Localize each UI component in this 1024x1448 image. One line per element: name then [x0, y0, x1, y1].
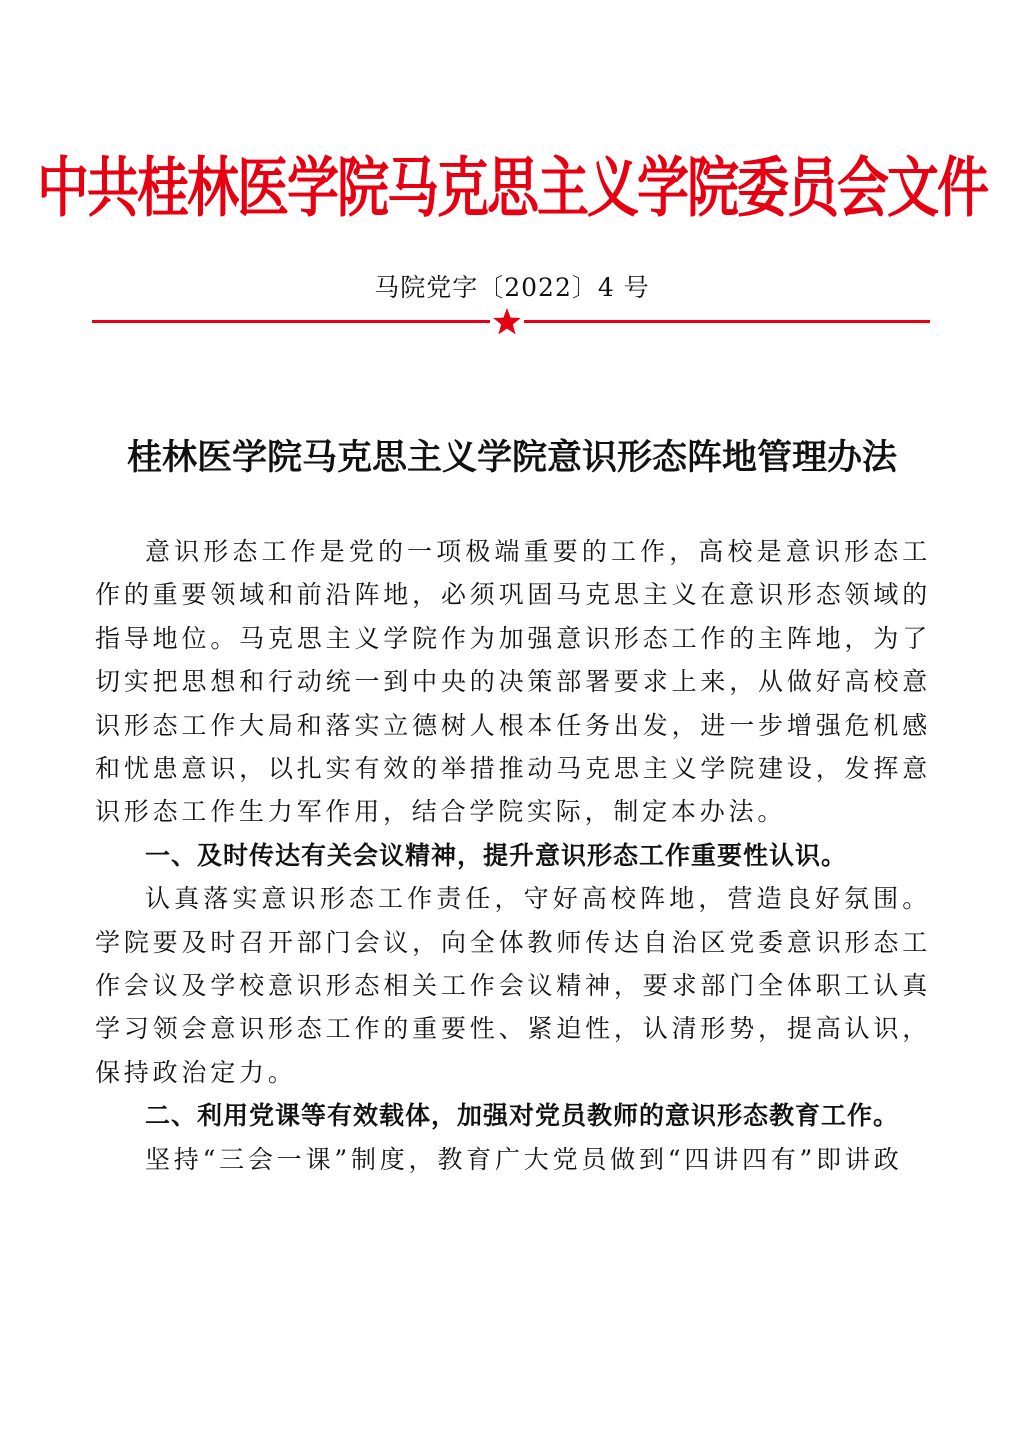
separator-line-right	[524, 320, 930, 323]
masthead-title: 中共桂林医学院马克思主义学院委员会文件	[36, 151, 987, 227]
intro-paragraph: 意识形态工作是党的一项极端重要的工作，高校是意识形态工作的重要领域和前沿阵地，必须巩固马克思主义在意识形态领域的指导地位。马克思主义学院作为加强意识形态工作的主阵地，为了切实把思想和行动统一到中央的决策部署要求上来，从做好高校意识形态工作大局和落实立德树人根本任务出发，进一步增强危机感和忧患意识，以扎实有效的举措推动马克思主义学院建设，发挥意识形态工作生力军作用，结合学院实际，制定本办法。	[95, 537, 931, 827]
section-1-heading: 一、及时传达有关会议精神，提升意识形态工作重要性认识。	[145, 840, 848, 870]
section-1-paragraph: 认真落实意识形态工作责任，守好高校阵地，营造良好氛围。学院要及时召开部门会议，向全体教师传达自治区党委意识形态工作会议及学校意识形态相关工作会议精神，要求部门全体职工认真学习领会意识形态工作的重要性、紧迫性，认清形势，提高认识，保持政治定力。	[95, 884, 931, 1087]
separator-line-left	[92, 320, 490, 323]
star-icon	[491, 306, 523, 338]
star-shape	[493, 308, 521, 334]
section-2-heading: 二、利用党课等有效载体，加强对党员教师的意识形态教育工作。	[145, 1101, 900, 1131]
document-number: 马院党字〔2022〕4 号	[374, 273, 650, 302]
document-body	[95, 530, 931, 1181]
section-2-paragraph: 坚持“三会一课”制度，教育广大党员做到“四讲四有”即讲政	[145, 1144, 903, 1174]
document-title: 桂林医学院马克思主义学院意识形态阵地管理办法	[126, 437, 897, 478]
